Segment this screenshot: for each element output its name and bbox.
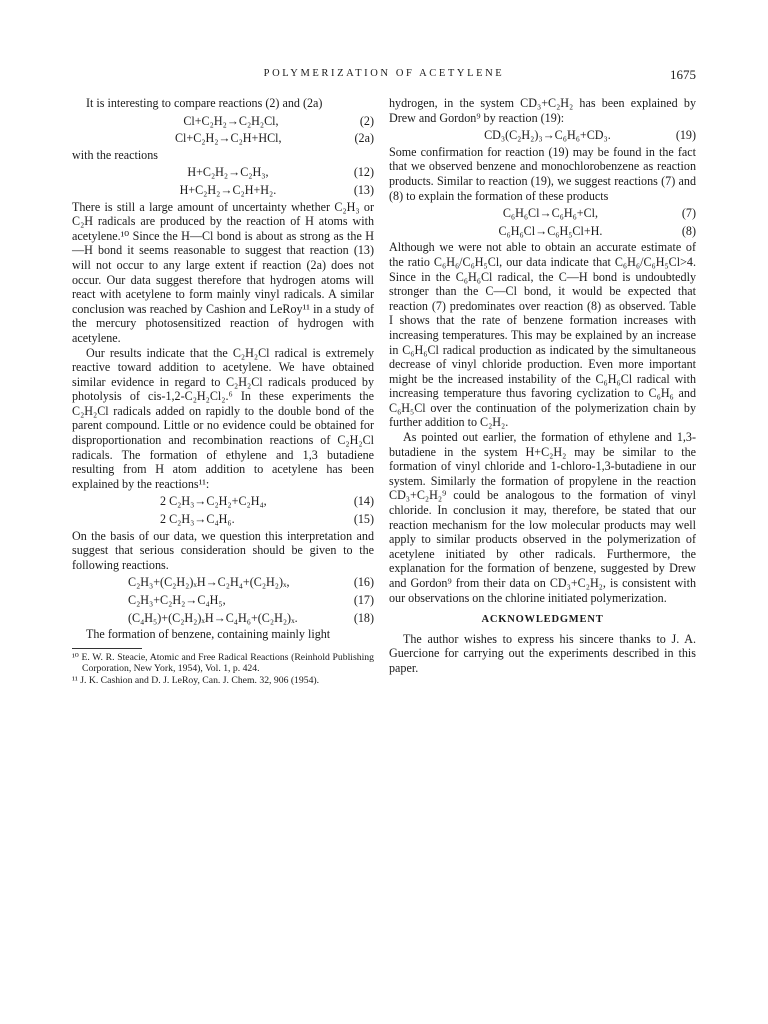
page-header <box>72 68 696 84</box>
footnote-10: ¹⁰ E. W. R. Steacie, Atomic and Free Radical Reactions (Reinhold Publishing Corporation, New York, 1954), Vol. 1, p. 424. <box>72 651 374 675</box>
equation-number: (2a) <box>354 131 374 146</box>
running-title: POLYMERIZATION OF ACETYLENE <box>263 68 505 79</box>
paragraph: The formation of benzene, containing mainly light <box>86 627 331 642</box>
equation-number: (2) <box>359 113 374 128</box>
equation-number: (7) <box>681 206 696 221</box>
footnotes <box>72 652 374 686</box>
page-number: 1675 <box>670 67 696 82</box>
equation-formula: C₆H₆Cl→C₆H₅Cl+H. <box>498 223 603 238</box>
equation-2a <box>72 131 374 146</box>
footnote-11: ¹¹ J. K. Cashion and D. J. LeRoy, Can. J. Chem. 32, 906 (1954). <box>72 674 320 686</box>
equation-formula: 2 C₂H₃→C₄H₆. <box>160 512 235 527</box>
equation-formula: Cl+C₂H₂→C₂H₂Cl, <box>183 113 279 128</box>
equation-number: (18) <box>353 610 374 625</box>
acknowledgment-heading: ACKNOWLEDGMENT <box>481 614 604 626</box>
footnote-rule <box>72 648 142 649</box>
equation-number: (13) <box>353 182 374 197</box>
paragraph: with the reactions <box>72 147 158 162</box>
equation-13 <box>72 183 374 198</box>
equation-formula: 2 C₂H₃→C₂H₂+C₂H₄, <box>160 494 267 509</box>
equation-number: (15) <box>353 512 374 527</box>
right-column <box>389 96 696 676</box>
paragraph: As pointed out earlier, the formation of ethylene and 1,3-butadiene in the system H+C₂H₂ may be similar to the formation of vinyl chloride and 1-chloro-1,3-butadiene in our system. Similarly the formation of propylene in the reaction CD₃+C₂H₂⁹ could be analogous to the formation of vinyl chloride. In conclusion it may, therefore, be stated that our reaction mechanism for the low molecular products may well apply to similar products observed in the polymerization of acetylene initiated by other radicals. Furthermore, the explanation for the formation of benzene, suggested by Drew and Gordon⁹ from their data on CD₃+C₂H₂, is consistent with our observations on the chlorine initiated polymerization. <box>389 430 696 605</box>
equation-formula: H+C₂H₂→C₂H₃, <box>187 165 269 180</box>
equation-number: (12) <box>353 165 374 180</box>
equation-2 <box>72 114 374 129</box>
paragraph: It is interesting to compare reactions (2) and (2a) <box>86 96 323 110</box>
equation-formula: CD₃(C₂H₂)₃→C₆H₆+CD₃. <box>484 128 611 143</box>
equation-15 <box>72 512 374 527</box>
equation-number: (16) <box>353 575 374 590</box>
equation-formula: Cl+C₂H₂→C₂H+HCl, <box>174 131 282 146</box>
paragraph: There is still a large amount of uncertainty whether C₂H₃ or C₂H radicals are produced by the reaction of H atoms with acetylene.¹⁰ Since the H—Cl bond is about as strong as the H—H bond it seems reasonable to suggest that reaction (13) will not occur to any large extent if reaction (2a) does not occur. Our data suggest therefore that hydrogen atoms will react with acetylene to form mainly vinyl radicals. A similar conclusion was reached by Cashion and LeRoy¹¹ in a study of the mercury photosensitized reaction of hydrogen with acetylene. <box>72 199 374 345</box>
equation-8 <box>389 224 696 239</box>
paragraph: Some confirmation for reaction (19) may be found in the fact that we observed benzene and monochlorobenzene as reaction products. Similar to reaction (19), we suggest reactions (7) and (8) to explain the formation of these products <box>389 144 696 203</box>
equation-14 <box>72 494 374 509</box>
equation-18 <box>72 611 374 626</box>
paragraph: Our results indicate that the C₂H₂Cl radical is extremely reactive toward addition to acetylene. We have obtained similar evidence in regard to C₂H₂Cl radicals produced by photolysis of cis-1,2-C₂H₂Cl₂.⁶ In these experiments the C₂H₂Cl radicals added on rapidly to the double bond of the parent compound. Little or no evidence could be obtained for disproportionation and recombination reactions of C₂H₂Cl radicals. The formation of ethylene and 1,3 butadiene resulting from H atom addition to acetylene has been explained by the reactions¹¹: <box>72 345 374 491</box>
equation-number: (8) <box>681 223 696 238</box>
paragraph: hydrogen, in the system CD₃+C₂H₂ has been explained by Drew and Gordon⁹ by reaction (19): <box>389 96 696 125</box>
equation-number: (14) <box>353 494 374 509</box>
equation-16 <box>72 575 374 590</box>
equation-number: (17) <box>353 593 374 607</box>
paragraph: Although we were not able to obtain an accurate estimate of the ratio C₆H₆/C₆H₅Cl, our data indicate that C₆H₆/C₆H₅Cl>4. Since in the C₆H₆Cl radical, the C—H bond is undoubtedly stronger than the C—Cl bond, it would be expected that reaction (7) predominates over reaction (8) as observed. Table I shows that the rate of benzene formation increases with increasing temperatures. This may be explained by an increase in C₆H₆Cl radical production as indicated by the simultaneous decrease of vinyl chloride production. Even more important might be the increased instability of the C₆H₆Cl radical with increasing temperature thus favoring cyclization to C₆H₆ and C₆H₅Cl over the continuation of the polymerization chain by further addition to C₂H₂. <box>389 240 696 430</box>
acknowledgment-text: The author wishes to express his sincere thanks to J. A. Guercione for carrying out the experiments described in this paper. <box>389 631 696 675</box>
equation-17 <box>72 593 374 608</box>
paragraph: On the basis of our data, we question this interpretation and suggest that serious consideration should be given to the following reactions. <box>72 528 374 572</box>
equation-19 <box>389 128 696 143</box>
equation-12 <box>72 165 374 180</box>
equation-formula: C₂H₃+(C₂H₂)ₓH→C₂H₄+(C₂H₂)ₓ, <box>128 575 290 590</box>
equation-formula: H+C₂H₂→C₂H+H₂. <box>179 182 277 197</box>
equation-formula: (C₄H₅)+(C₂H₂)ₓH→C₄H₆+(C₂H₂)ₓ. <box>128 610 298 625</box>
equation-number: (19) <box>675 128 696 143</box>
left-column <box>72 96 374 686</box>
equation-formula: C₆H₆Cl→C₆H₆+Cl, <box>502 206 599 221</box>
equation-formula: C₂H₃+C₂H₂→C₄H₅, <box>128 593 226 607</box>
equation-7 <box>389 206 696 221</box>
